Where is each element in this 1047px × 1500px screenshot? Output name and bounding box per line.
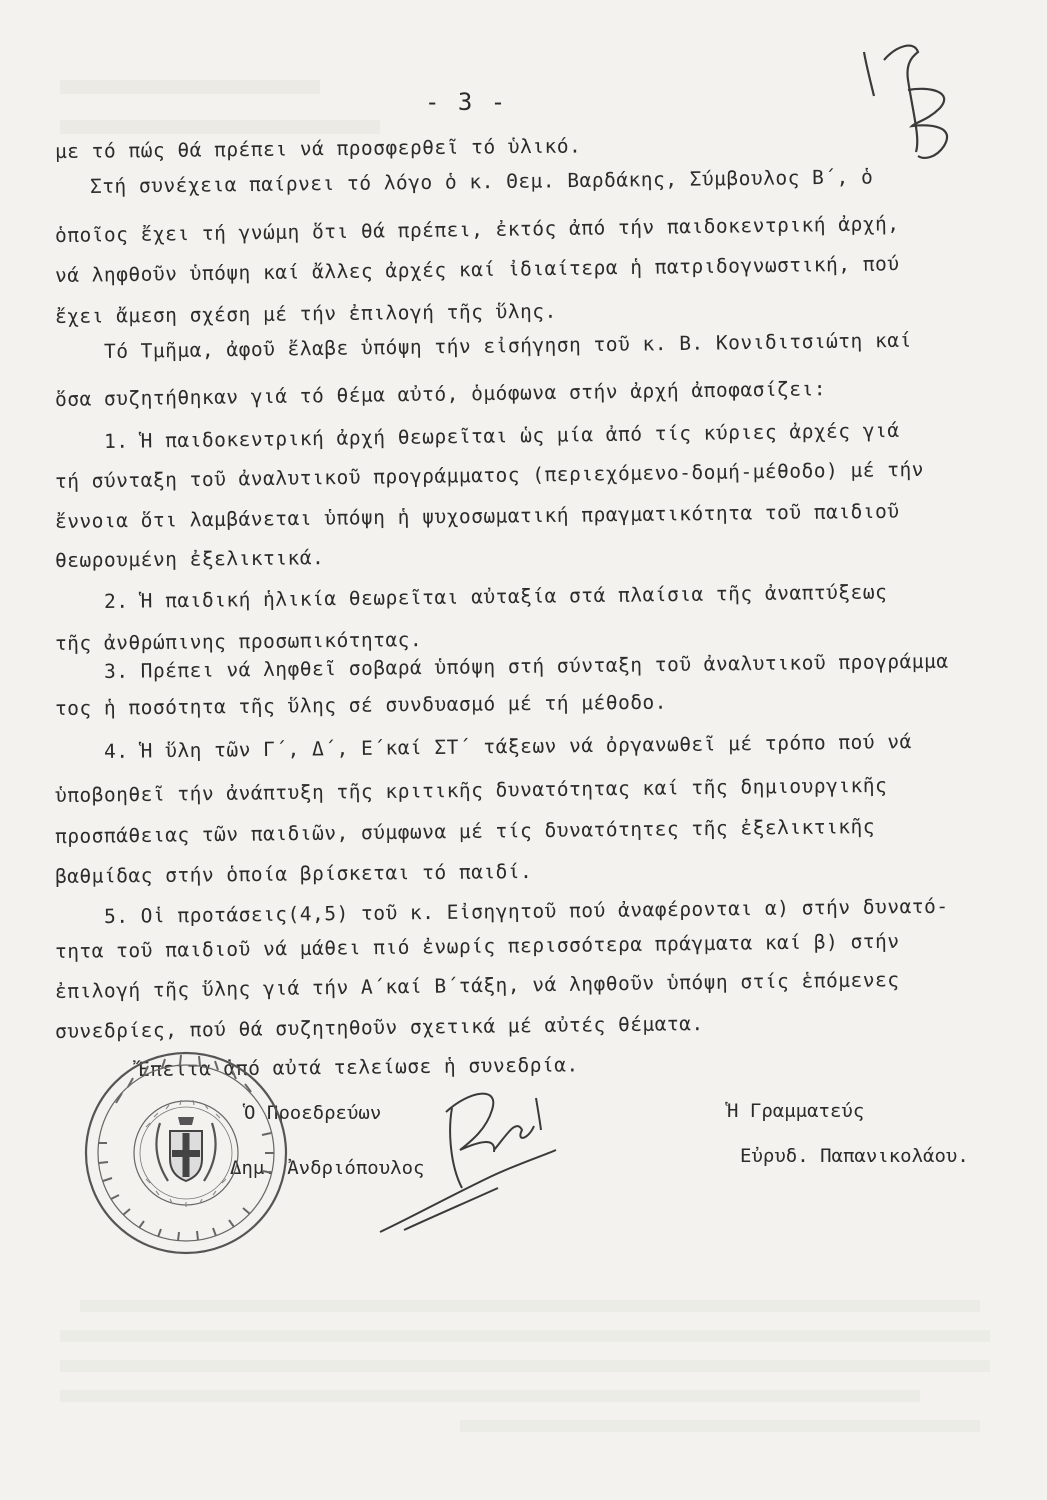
body-line: ἔχει ἄμεση σχέση μέ τήν ἐπιλογή τῆς ὕλης. bbox=[54, 299, 557, 328]
handwritten-initials bbox=[864, 46, 947, 158]
body-line: Ἔπειτα ἀπό αὐτά τελείωσε ἡ συνεδρία. bbox=[137, 1053, 579, 1081]
bleed-through-mark bbox=[60, 1390, 920, 1402]
body-line: θεωρουμένη ἐξελικτικά. bbox=[54, 546, 325, 572]
bleed-through-mark bbox=[60, 80, 320, 94]
body-line: νά ληφθοῦν ὑπόψη καί ἄλλες ἀρχές καί ἰδιαίτερα ἡ πατριδογνωστική, πού bbox=[54, 252, 900, 287]
body-line: 2. Ἡ παιδική ἡλικία θεωρεῖται αὐταξία στά πλαίσια τῆς ἀναπτύξεως bbox=[103, 580, 888, 613]
president-title: Ὁ Προεδρεύων bbox=[244, 1102, 382, 1124]
body-line: Στή συνέχεια παίρνει τό λόγο ὁ κ. Θεμ. Βαρδάκης, Σύμβουλος Β΄, ὁ bbox=[89, 165, 874, 198]
body-line: τητα τοῦ παιδιοῦ νά μάθει πιό ἐνωρίς περισσότερα πράγματα καί β) στήν bbox=[54, 929, 900, 963]
body-line: με τό πώς θά πρέπει νά προσφερθεῖ τό ὑλικό. bbox=[54, 134, 582, 163]
body-line: ὅσα συζητήθηκαν γιά τό θέμα αὐτό, ὁμόφωνα στήν ἀρχή ἀποφασίζει: bbox=[54, 377, 827, 411]
body-line: ὁποῖος ἔχει τή γνώμη ὅτι θά πρέπει, ἐκτός ἀπό τήν παιδοκεντρική ἀρχή, bbox=[54, 212, 900, 247]
official-stamp bbox=[86, 1053, 286, 1253]
body-line: τος ἡ ποσότητα τῆς ὕλης σέ συνδυασμό μέ τή μέθοδο. bbox=[54, 690, 668, 720]
coat-of-arms-icon bbox=[156, 1117, 215, 1181]
secretary-title: Ἡ Γραμματεύς bbox=[727, 1100, 865, 1122]
bleed-through-mark bbox=[60, 1360, 990, 1372]
body-line: 4. Ἡ ὕλη τῶν Γ΄, Δ΄, Ε΄καί ΣΤ΄ τάξεων νά ὀργανωθεῖ μέ τρόπο πού νά bbox=[103, 730, 912, 763]
body-line: ὑποβοηθεῖ τήν ἀνάπτυξη τῆς κριτικῆς δυνατότητας καί τῆς δημιουργικῆς bbox=[54, 773, 888, 807]
page-number: - 3 - bbox=[425, 88, 508, 116]
body-line: 1. Ἡ παιδοκεντρική ἀρχή θεωρεῖται ὡς μία ἀπό τίς κύριες ἀρχές γιά bbox=[103, 418, 900, 453]
body-line: συνεδρίες, πού θά συζητηθοῦν σχετικά μέ αὐτές θέματα. bbox=[54, 1012, 704, 1043]
body-line: προσπάθειας τῶν παιδιῶν, σύμφωνα μέ τίς δυνατότητες τῆς ἐξελικτικῆς bbox=[54, 814, 876, 848]
bleed-through-mark bbox=[80, 1300, 980, 1312]
body-line: ἔννοια ὅτι λαμβάνεται ὑπόψη ἡ ψυχοσωματική πραγματικότητα τοῦ παιδιοῦ bbox=[54, 499, 900, 533]
president-name: Δημ. Ἀνδριόπουλος bbox=[230, 1157, 425, 1179]
body-line: 5. Οἱ προτάσεις(4,5) τοῦ κ. Εἰσηγητοῦ πού ἀναφέρονται α) στήν δυνατό- bbox=[103, 894, 949, 928]
bleed-through-mark bbox=[60, 1330, 990, 1342]
body-line: τῆς ἀνθρώπινης προσωπικότητας. bbox=[54, 628, 423, 655]
body-line: Τό Τμῆμα, ἀφοῦ ἔλαβε ὑπόψη τήν εἰσήγηση τοῦ κ. Β. Κονιδιτσιώτη καί bbox=[103, 328, 912, 363]
body-line: βαθμίδας στήν ὁποία βρίσκεται τό παιδί. bbox=[54, 860, 533, 888]
bleed-through-mark bbox=[460, 1420, 980, 1432]
secretary-name: Εὐρυδ. Παπανικολάου. bbox=[740, 1145, 969, 1167]
body-line: τή σύνταξη τοῦ ἀναλυτικοῦ προγράμματος (περιεχόμενο-δομή-μέθοδο) μέ τήν bbox=[54, 457, 925, 493]
body-line: 3. Πρέπει νά ληφθεῖ σοβαρά ὑπόψη στή σύνταξη τοῦ ἀναλυτικοῦ προγράμμα bbox=[103, 649, 949, 683]
body-line: ἐπιλογή τῆς ὕλης γιά τήν Α΄καί Β΄τάξη, νά ληφθοῦν ὑπόψη στίς ἑπόμενες bbox=[54, 968, 900, 1003]
bleed-through-mark bbox=[60, 120, 380, 134]
